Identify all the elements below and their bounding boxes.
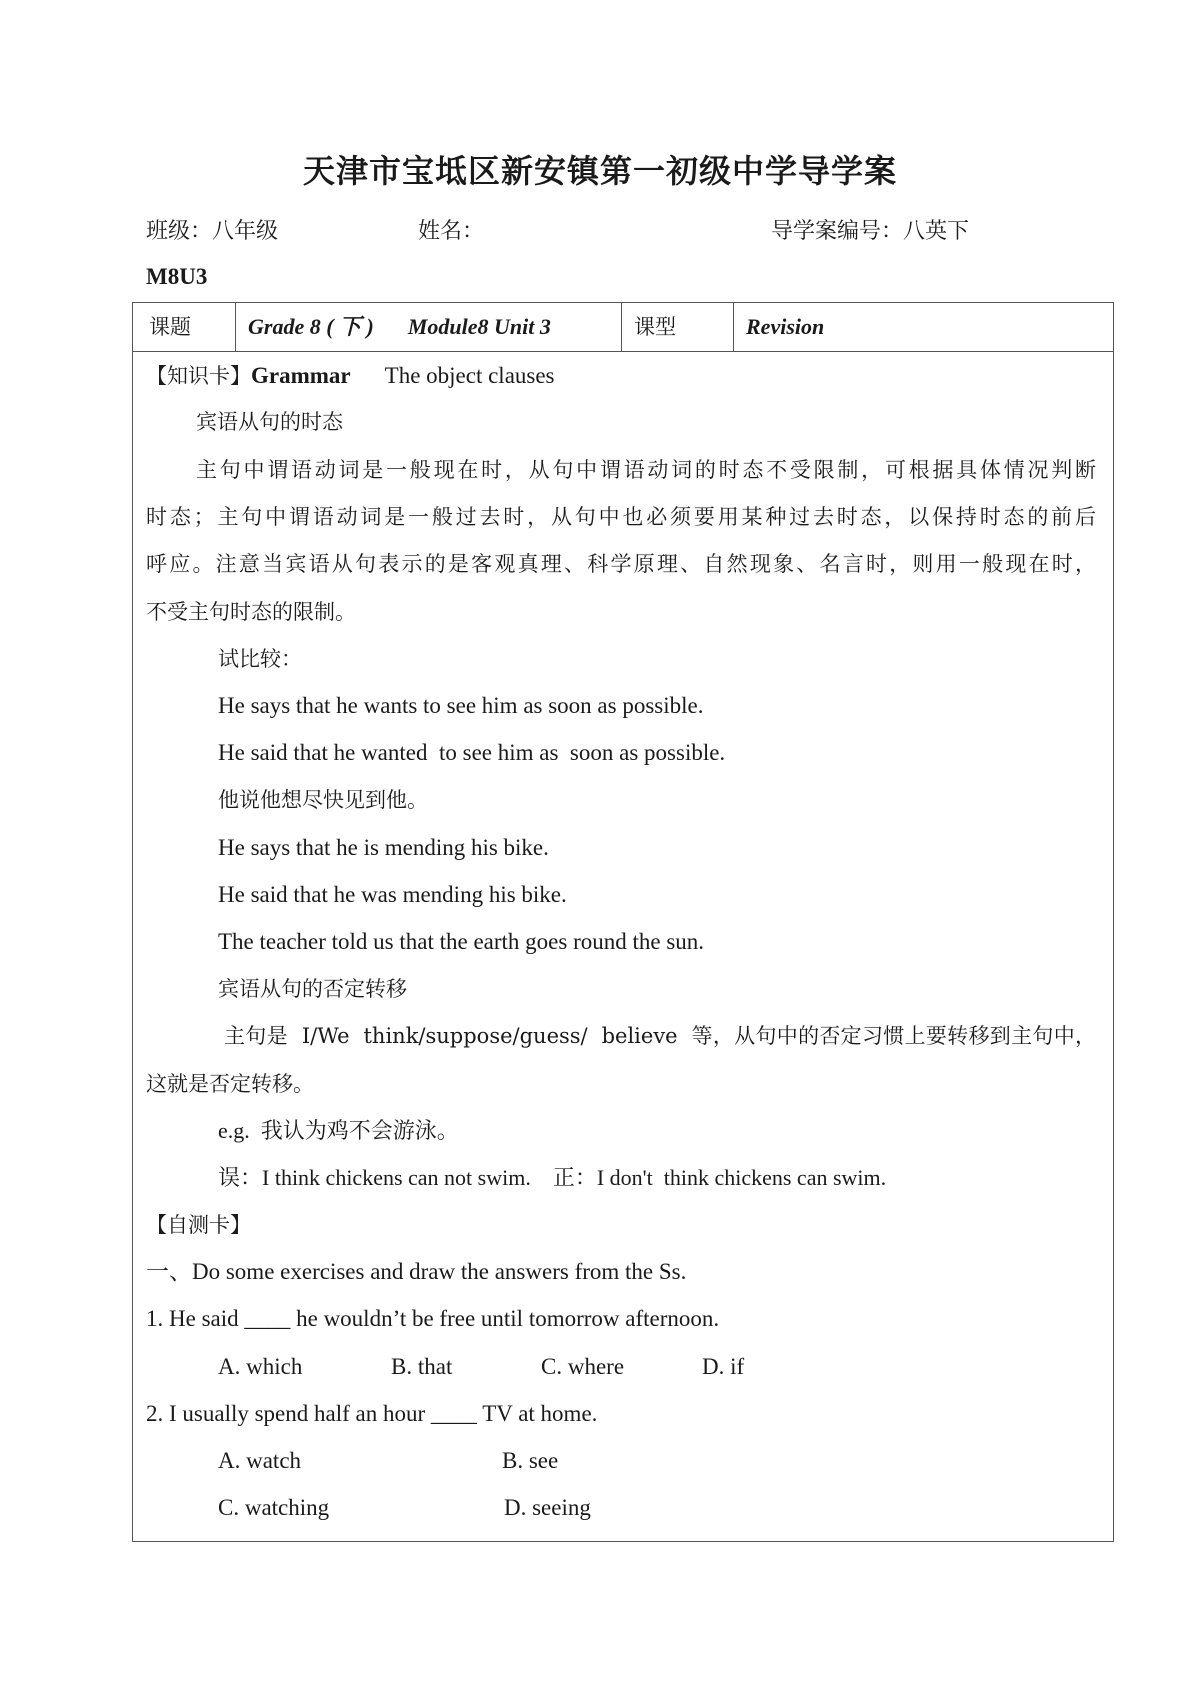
- example-sentence: The teacher told us that the earth goes round the sun.: [218, 929, 705, 954]
- wrong-right-line: 误：I think chickens can not swim. 正：I don't think chickens can swim.: [218, 1165, 887, 1190]
- class-label: 班级：八年级: [146, 219, 279, 244]
- plan-number-tail: M8U3: [146, 264, 208, 289]
- tense-paragraph-4: 不受主句时态的限制。: [146, 600, 356, 624]
- eg-line: e.g. 我认为鸡不会游泳。: [218, 1118, 459, 1143]
- question-2-option: A. watch: [218, 1448, 302, 1473]
- negation-paragraph-1: 主句是 I/We think/suppose/guess/ believe 等，从句中的否定习惯上要转移到主句中，: [224, 1024, 1096, 1048]
- question-2: 2. I usually spend half an hour ____ TV at home.: [146, 1401, 598, 1426]
- knowledge-card-label: 【知识卡】: [146, 364, 251, 388]
- tense-paragraph-2: 时态；主句中谓语动词是一般过去时，从句中也必须要用某种过去时态，以保持时态的前后: [146, 505, 1096, 529]
- negation-paragraph-2: 这就是否定转移。: [146, 1072, 314, 1096]
- header-meta: [146, 214, 1006, 250]
- question-1-option: D. if: [702, 1354, 745, 1379]
- question-2-option: D. seeing: [504, 1495, 591, 1520]
- topic-value: [236, 303, 622, 351]
- negation-title: 宾语从句的否定转移: [218, 977, 407, 1001]
- question-2-option: B. see: [502, 1448, 559, 1473]
- example-sentence: He says that he wants to see him as soon as possible.: [218, 693, 704, 718]
- type-value: Revision: [746, 314, 825, 339]
- tense-paragraph-1: 主句中谓语动词是一般现在时，从句中谓语动词的时态不受限制，可根据具体情况判断: [196, 458, 1096, 482]
- grammar-heading: Grammar: [251, 363, 351, 388]
- tense-title: 宾语从句的时态: [196, 410, 343, 434]
- question-1: 1. He said ____ he wouldn’t be free until tomorrow afternoon.: [146, 1306, 720, 1331]
- tense-paragraph-3: 呼应。注意当宾语从句表示的是客观真理、科学原理、自然现象、名言时，则用一般现在时，: [146, 552, 1096, 576]
- question-1-option: B. that: [391, 1354, 453, 1379]
- lesson-plan-table: [132, 302, 1114, 1542]
- compare-label: 试比较：: [218, 647, 302, 671]
- knowledge-heading: [146, 361, 555, 392]
- type-label: 课型: [622, 303, 734, 351]
- grammar-subject: The object clauses: [384, 363, 555, 388]
- exercise-section-title: 一、Do some exercises and draw the answers from the Ss.: [146, 1259, 687, 1284]
- plan-number-label: 导学案编号：八英下: [771, 219, 970, 244]
- question-1-option: A. which: [218, 1354, 303, 1379]
- example-sentence: He said that he wanted to see him as soon as possible.: [218, 740, 726, 765]
- name-label: 姓名：: [418, 219, 485, 244]
- question-1-option: C. where: [541, 1354, 625, 1379]
- topic-label: 课题: [133, 303, 236, 351]
- document-title: 天津市宝坻区新安镇第一初级中学导学案: [302, 152, 897, 190]
- example-sentence: He says that he is mending his bike.: [218, 835, 549, 860]
- topic-grade: Grade 8 ( 下 ): [248, 314, 374, 339]
- info-row: [133, 303, 1113, 352]
- self-test-card-label: 【自测卡】: [146, 1213, 251, 1237]
- example-sentence: He said that he was mending his bike.: [218, 882, 567, 907]
- topic-unit: Module8 Unit 3: [407, 314, 551, 339]
- example-translation: 他说他想尽快见到他。: [218, 788, 428, 812]
- question-2-option: C. watching: [218, 1495, 330, 1520]
